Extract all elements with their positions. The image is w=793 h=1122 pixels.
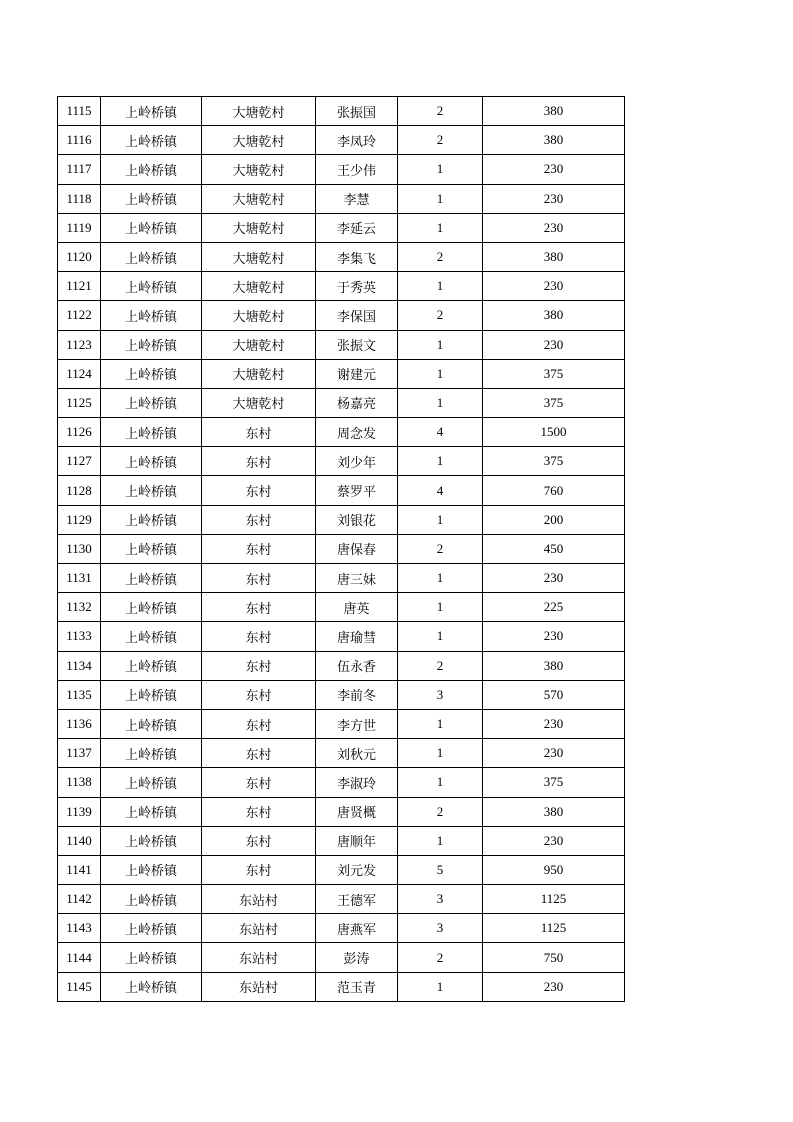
table-row: [58, 768, 625, 797]
amount-cell: 950: [483, 855, 625, 884]
row-number-cell: 1143: [58, 914, 101, 943]
table-row: [58, 301, 625, 330]
amount-cell: 200: [483, 505, 625, 534]
table-row: [58, 651, 625, 680]
row-number-cell: 1144: [58, 943, 101, 972]
household-count-cell: 1: [398, 972, 483, 1001]
table-row: [58, 242, 625, 271]
amount-cell: 1500: [483, 418, 625, 447]
row-number-cell: 1129: [58, 505, 101, 534]
person-name-cell: 李延云: [316, 213, 398, 242]
town-cell: 上岭桥镇: [101, 593, 202, 622]
row-number-cell: 1126: [58, 418, 101, 447]
household-count-cell: 1: [398, 622, 483, 651]
person-name-cell: 彭涛: [316, 943, 398, 972]
town-cell: 上岭桥镇: [101, 359, 202, 388]
amount-cell: 230: [483, 739, 625, 768]
person-name-cell: 范玉青: [316, 972, 398, 1001]
household-count-cell: 1: [398, 564, 483, 593]
town-cell: 上岭桥镇: [101, 330, 202, 359]
amount-cell: 1125: [483, 914, 625, 943]
table-row: [58, 213, 625, 242]
person-name-cell: 伍永香: [316, 651, 398, 680]
village-cell: 东村: [202, 797, 316, 826]
village-cell: 东村: [202, 855, 316, 884]
person-name-cell: 唐顺年: [316, 826, 398, 855]
village-cell: 东村: [202, 505, 316, 534]
village-cell: 东村: [202, 622, 316, 651]
person-name-cell: 周念发: [316, 418, 398, 447]
village-cell: 大塘乾村: [202, 126, 316, 155]
household-count-cell: 2: [398, 797, 483, 826]
village-cell: 东站村: [202, 972, 316, 1001]
person-name-cell: 刘元发: [316, 855, 398, 884]
amount-cell: 375: [483, 359, 625, 388]
town-cell: 上岭桥镇: [101, 768, 202, 797]
household-count-cell: 2: [398, 242, 483, 271]
village-cell: 大塘乾村: [202, 359, 316, 388]
village-cell: 东村: [202, 447, 316, 476]
household-count-cell: 1: [398, 272, 483, 301]
person-name-cell: 刘银花: [316, 505, 398, 534]
row-number-cell: 1139: [58, 797, 101, 826]
person-name-cell: 刘秋元: [316, 739, 398, 768]
amount-cell: 760: [483, 476, 625, 505]
amount-cell: 570: [483, 680, 625, 709]
village-cell: 大塘乾村: [202, 301, 316, 330]
household-count-cell: 1: [398, 505, 483, 534]
amount-cell: 375: [483, 388, 625, 417]
table-row: [58, 388, 625, 417]
person-name-cell: 张振文: [316, 330, 398, 359]
town-cell: 上岭桥镇: [101, 97, 202, 126]
table-row: [58, 534, 625, 563]
town-cell: 上岭桥镇: [101, 242, 202, 271]
person-name-cell: 谢建元: [316, 359, 398, 388]
amount-cell: 230: [483, 972, 625, 1001]
village-cell: 东村: [202, 593, 316, 622]
person-name-cell: 唐三妹: [316, 564, 398, 593]
row-number-cell: 1115: [58, 97, 101, 126]
person-name-cell: 张振国: [316, 97, 398, 126]
town-cell: 上岭桥镇: [101, 709, 202, 738]
town-cell: 上岭桥镇: [101, 505, 202, 534]
row-number-cell: 1145: [58, 972, 101, 1001]
amount-cell: 230: [483, 272, 625, 301]
table-row: [58, 680, 625, 709]
town-cell: 上岭桥镇: [101, 155, 202, 184]
household-count-cell: 2: [398, 651, 483, 680]
row-number-cell: 1138: [58, 768, 101, 797]
town-cell: 上岭桥镇: [101, 914, 202, 943]
row-number-cell: 1123: [58, 330, 101, 359]
person-name-cell: 李慧: [316, 184, 398, 213]
household-count-cell: 1: [398, 447, 483, 476]
row-number-cell: 1131: [58, 564, 101, 593]
row-number-cell: 1117: [58, 155, 101, 184]
row-number-cell: 1124: [58, 359, 101, 388]
person-name-cell: 唐贤概: [316, 797, 398, 826]
row-number-cell: 1118: [58, 184, 101, 213]
village-cell: 东村: [202, 826, 316, 855]
household-count-cell: 2: [398, 97, 483, 126]
village-cell: 东村: [202, 534, 316, 563]
household-count-cell: 4: [398, 418, 483, 447]
table-row: [58, 855, 625, 884]
town-cell: 上岭桥镇: [101, 797, 202, 826]
town-cell: 上岭桥镇: [101, 739, 202, 768]
table-row: [58, 622, 625, 651]
table-row: [58, 593, 625, 622]
household-count-cell: 1: [398, 709, 483, 738]
amount-cell: 230: [483, 213, 625, 242]
person-name-cell: 唐燕军: [316, 914, 398, 943]
town-cell: 上岭桥镇: [101, 213, 202, 242]
town-cell: 上岭桥镇: [101, 418, 202, 447]
household-count-cell: 4: [398, 476, 483, 505]
amount-cell: 230: [483, 155, 625, 184]
row-number-cell: 1122: [58, 301, 101, 330]
village-cell: 东村: [202, 709, 316, 738]
town-cell: 上岭桥镇: [101, 855, 202, 884]
amount-cell: 375: [483, 447, 625, 476]
table-row: [58, 943, 625, 972]
household-count-cell: 1: [398, 739, 483, 768]
table-row: [58, 447, 625, 476]
person-name-cell: 王德军: [316, 885, 398, 914]
household-count-cell: 1: [398, 213, 483, 242]
household-count-cell: 1: [398, 593, 483, 622]
household-count-cell: 1: [398, 388, 483, 417]
village-cell: 东村: [202, 418, 316, 447]
village-cell: 大塘乾村: [202, 330, 316, 359]
amount-cell: 380: [483, 301, 625, 330]
table-row: [58, 184, 625, 213]
person-name-cell: 杨嘉亮: [316, 388, 398, 417]
row-number-cell: 1119: [58, 213, 101, 242]
row-number-cell: 1142: [58, 885, 101, 914]
person-name-cell: 唐瑜彗: [316, 622, 398, 651]
village-cell: 大塘乾村: [202, 242, 316, 271]
amount-cell: 750: [483, 943, 625, 972]
town-cell: 上岭桥镇: [101, 564, 202, 593]
village-cell: 东站村: [202, 885, 316, 914]
row-number-cell: 1136: [58, 709, 101, 738]
table-row: [58, 885, 625, 914]
amount-cell: 230: [483, 709, 625, 738]
table-row: [58, 564, 625, 593]
town-cell: 上岭桥镇: [101, 534, 202, 563]
village-cell: 大塘乾村: [202, 155, 316, 184]
village-cell: 东村: [202, 651, 316, 680]
row-number-cell: 1134: [58, 651, 101, 680]
person-name-cell: 李集飞: [316, 242, 398, 271]
row-number-cell: 1141: [58, 855, 101, 884]
row-number-cell: 1137: [58, 739, 101, 768]
town-cell: 上岭桥镇: [101, 680, 202, 709]
table-row: [58, 797, 625, 826]
amount-cell: 230: [483, 622, 625, 651]
table-row: [58, 914, 625, 943]
town-cell: 上岭桥镇: [101, 943, 202, 972]
town-cell: 上岭桥镇: [101, 622, 202, 651]
table-row: [58, 972, 625, 1001]
village-cell: 东站村: [202, 914, 316, 943]
amount-cell: 380: [483, 651, 625, 680]
records-table-body: [58, 97, 625, 1002]
person-name-cell: 唐英: [316, 593, 398, 622]
town-cell: 上岭桥镇: [101, 301, 202, 330]
person-name-cell: 李保国: [316, 301, 398, 330]
household-count-cell: 2: [398, 943, 483, 972]
row-number-cell: 1132: [58, 593, 101, 622]
household-count-cell: 1: [398, 359, 483, 388]
row-number-cell: 1140: [58, 826, 101, 855]
table-row: [58, 826, 625, 855]
amount-cell: 380: [483, 97, 625, 126]
village-cell: 东村: [202, 476, 316, 505]
table-row: [58, 330, 625, 359]
table-row: [58, 359, 625, 388]
village-cell: 东村: [202, 564, 316, 593]
amount-cell: 230: [483, 564, 625, 593]
household-count-cell: 1: [398, 330, 483, 359]
amount-cell: 380: [483, 126, 625, 155]
person-name-cell: 李前冬: [316, 680, 398, 709]
person-name-cell: 王少伟: [316, 155, 398, 184]
amount-cell: 225: [483, 593, 625, 622]
amount-cell: 230: [483, 826, 625, 855]
row-number-cell: 1116: [58, 126, 101, 155]
amount-cell: 230: [483, 184, 625, 213]
person-name-cell: 刘少年: [316, 447, 398, 476]
amount-cell: 230: [483, 330, 625, 359]
village-cell: 大塘乾村: [202, 388, 316, 417]
town-cell: 上岭桥镇: [101, 126, 202, 155]
row-number-cell: 1125: [58, 388, 101, 417]
table-row: [58, 505, 625, 534]
row-number-cell: 1120: [58, 242, 101, 271]
household-count-cell: 3: [398, 680, 483, 709]
village-cell: 东村: [202, 739, 316, 768]
household-count-cell: 1: [398, 768, 483, 797]
village-cell: 东站村: [202, 943, 316, 972]
row-number-cell: 1121: [58, 272, 101, 301]
table-row: [58, 155, 625, 184]
table-row: [58, 418, 625, 447]
household-count-cell: 5: [398, 855, 483, 884]
town-cell: 上岭桥镇: [101, 651, 202, 680]
household-count-cell: 2: [398, 126, 483, 155]
town-cell: 上岭桥镇: [101, 826, 202, 855]
town-cell: 上岭桥镇: [101, 476, 202, 505]
town-cell: 上岭桥镇: [101, 184, 202, 213]
person-name-cell: 李凤玲: [316, 126, 398, 155]
village-cell: 大塘乾村: [202, 272, 316, 301]
household-count-cell: 2: [398, 301, 483, 330]
village-cell: 东村: [202, 680, 316, 709]
table-row: [58, 709, 625, 738]
row-number-cell: 1133: [58, 622, 101, 651]
amount-cell: 375: [483, 768, 625, 797]
person-name-cell: 李方世: [316, 709, 398, 738]
household-count-cell: 3: [398, 914, 483, 943]
person-name-cell: 唐保春: [316, 534, 398, 563]
household-count-cell: 1: [398, 826, 483, 855]
household-count-cell: 2: [398, 534, 483, 563]
records-table: [57, 96, 625, 1002]
amount-cell: 450: [483, 534, 625, 563]
village-cell: 大塘乾村: [202, 213, 316, 242]
table-row: [58, 476, 625, 505]
table-row: [58, 739, 625, 768]
town-cell: 上岭桥镇: [101, 447, 202, 476]
town-cell: 上岭桥镇: [101, 972, 202, 1001]
town-cell: 上岭桥镇: [101, 388, 202, 417]
amount-cell: 1125: [483, 885, 625, 914]
row-number-cell: 1128: [58, 476, 101, 505]
amount-cell: 380: [483, 242, 625, 271]
village-cell: 大塘乾村: [202, 184, 316, 213]
village-cell: 东村: [202, 768, 316, 797]
row-number-cell: 1130: [58, 534, 101, 563]
person-name-cell: 李淑玲: [316, 768, 398, 797]
household-count-cell: 3: [398, 885, 483, 914]
village-cell: 大塘乾村: [202, 97, 316, 126]
town-cell: 上岭桥镇: [101, 885, 202, 914]
row-number-cell: 1135: [58, 680, 101, 709]
table-row: [58, 97, 625, 126]
person-name-cell: 于秀英: [316, 272, 398, 301]
person-name-cell: 蔡罗平: [316, 476, 398, 505]
row-number-cell: 1127: [58, 447, 101, 476]
town-cell: 上岭桥镇: [101, 272, 202, 301]
amount-cell: 380: [483, 797, 625, 826]
table-row: [58, 272, 625, 301]
household-count-cell: 1: [398, 184, 483, 213]
table-row: [58, 126, 625, 155]
household-count-cell: 1: [398, 155, 483, 184]
